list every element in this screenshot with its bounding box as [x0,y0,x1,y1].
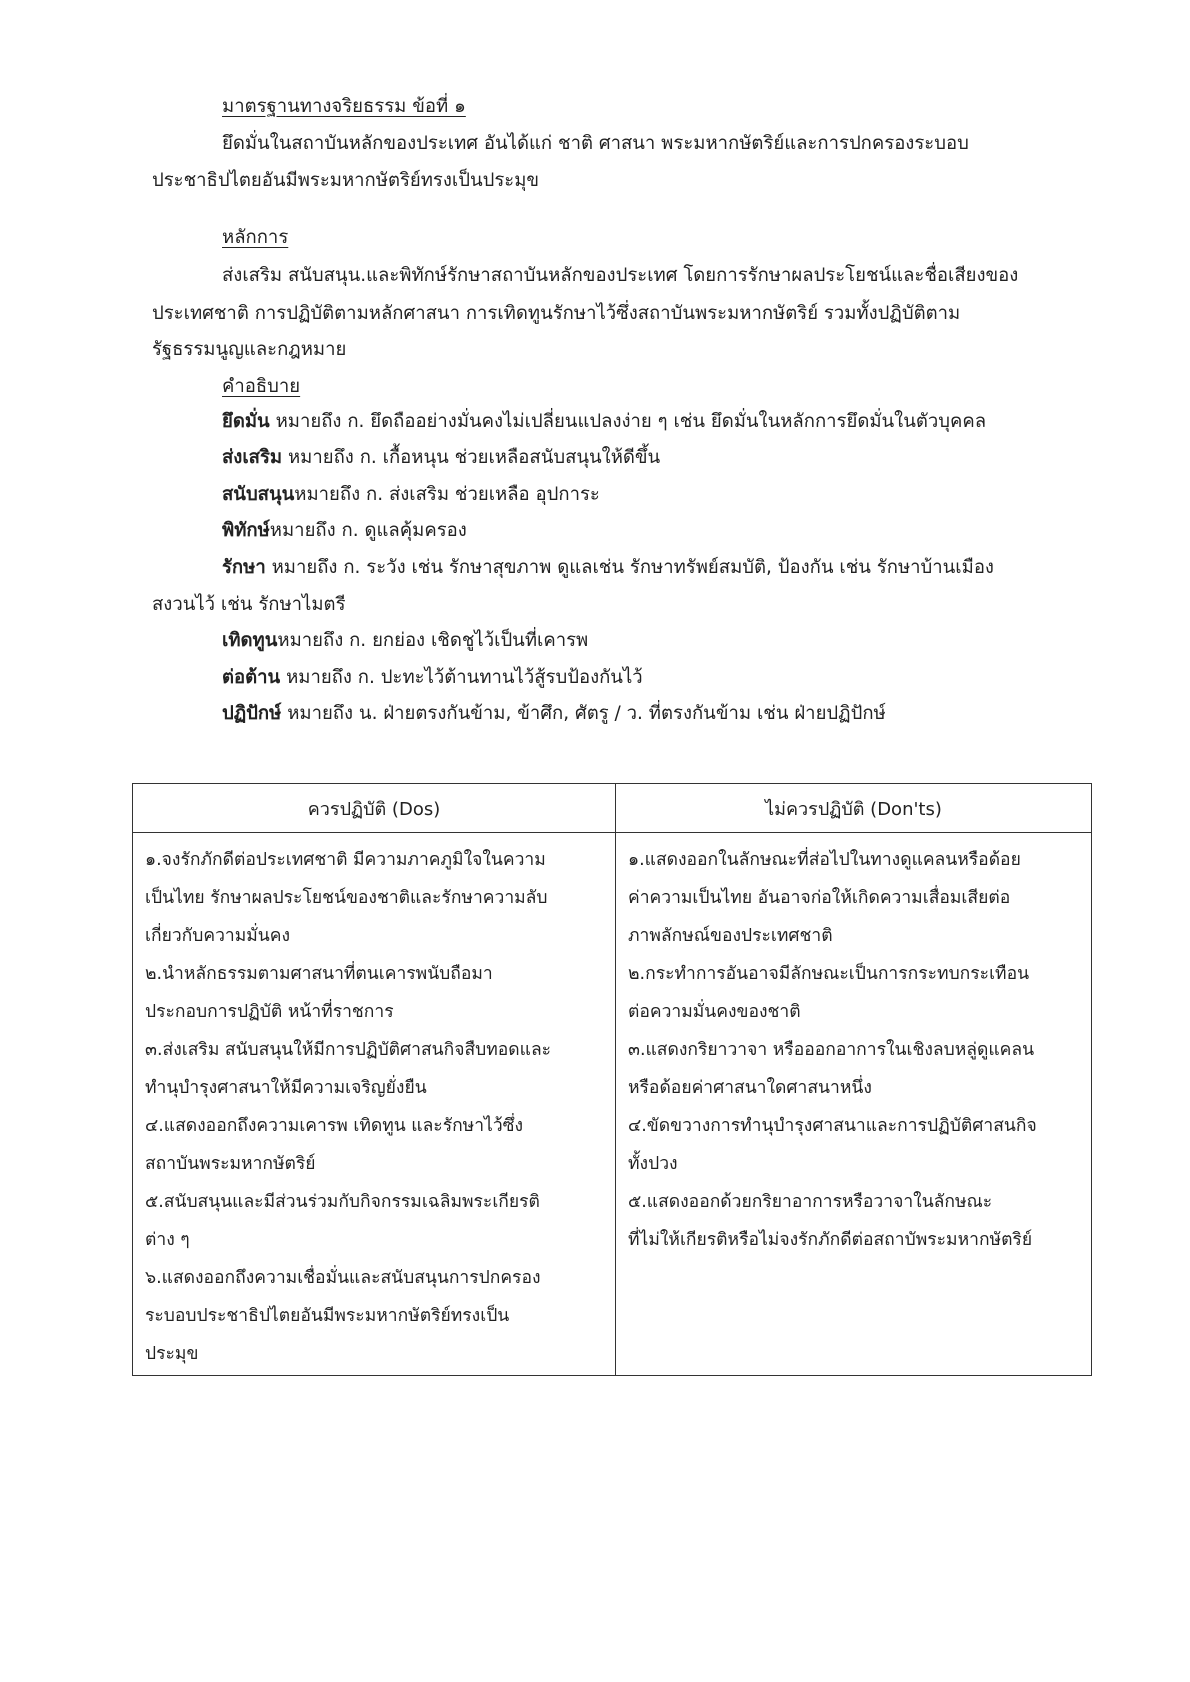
definition-text: หมายถึง น. ฝ่ายตรงกันข้าม, ข้าศึก, ศัตรู / ว. ที่ตรงกันข้าม เช่น ฝ่ายปฏิปักษ์ [281,703,886,724]
principle-line: ประเทศชาติ การปฏิบัติตามหลักศาสนา การเทิดทูนรักษาไว้ซึ่งสถาบันพระมหากษัตริย์ รวมทั้งปฏิบัติตาม [152,303,961,324]
donts-header: ไม่ควรปฏิบัติ (Don'ts) [616,784,1092,833]
dos-line: เป็นไทย รักษาผลประโยชน์ของชาติและรักษาความลับ [145,888,548,908]
definition-text: หมายถึง ก. เกื้อหนุน ช่วยเหลือสนับสนุนให้ดีขึ้น [282,447,661,468]
donts-line: ๓.แสดงกริยาวาจา หรือออกอาการในเชิงลบหลู่ดูแคลน [628,1040,1035,1060]
standard-line: ประชาธิปไตยอันมีพระมหากษัตริย์ทรงเป็นประมุข [152,170,540,191]
dos-line: ทำนุบำรุงศาสนาให้มีความเจริญยั่งยืน [145,1078,427,1098]
dos-line: ระบอบประชาธิปไตยอันมีพระมหากษัตริย์ทรงเป็น [145,1306,510,1326]
donts-cell [616,833,1092,1376]
donts-line: ภาพลักษณ์ของประเทศชาติ [628,926,833,946]
definitions-heading: คำอธิบาย [222,376,301,397]
definition-term: รักษา [222,557,266,578]
definition-item [222,628,588,654]
donts-line: ที่ไม่ให้เกียรติหรือไม่จงรักภักดีต่อสถาบัพระมหากษัตริย์ [628,1230,1033,1250]
dos-line: ต่าง ๆ [145,1230,190,1250]
donts-line: ๕.แสดงออกด้วยกริยาอาการหรือวาจาในลักษณะ [628,1192,993,1212]
definition-text: หมายถึง ก. ส่งเสริม ช่วยเหลือ อุปการะ [294,484,600,505]
dos-line: ๕.สนับสนุนและมีส่วนร่วมกับกิจกรรมเฉลิมพระเกียรติ [145,1192,540,1212]
definition-item [222,555,994,581]
dos-line: สถาบันพระมหากษัตริย์ [145,1154,316,1174]
definition-term: ปฏิปักษ์ [222,703,282,724]
dos-line: ๔.แสดงออกถึงความเคารพ เทิดทูน และรักษาไว้ซึ่ง [145,1116,524,1136]
donts-line: ๒.กระทำการอันอาจมีลักษณะเป็นการกระทบกระเทือน [628,964,1030,984]
dos-line: ประกอบการปฏิบัติ หน้าที่ราชการ [145,1002,394,1022]
definition-continuation: สงวนไว้ เช่น รักษาไมตรี [152,594,346,615]
dos-line: ๑.จงรักภักดีต่อประเทศชาติ มีความภาคภูมิใจในความ [145,850,546,870]
definition-text: หมายถึง ก. ปะทะไว้ต้านทานไว้สู้รบป้องกันไว้ [280,667,643,688]
standard-line: ยึดมั่นในสถาบันหลักของประเทศ อันได้แก่ ชาติ ศาสนา พระมหากษัตริย์และการปกครองระบอบ [222,133,969,154]
donts-line: ทั้งปวง [628,1154,678,1174]
definition-item [222,665,643,691]
dos-line: ๖.แสดงออกถึงความเชื่อมั่นและสนับสนุนการปกครอง [145,1268,541,1288]
donts-line: ๑.แสดงออกในลักษณะที่ส่อไปในทางดูแคลนหรือด้อย [628,850,1021,870]
dos-cell [133,833,616,1376]
dos-line: เกี่ยวกับความมั่นคง [145,926,291,946]
definition-term: พิทักษ์ [222,520,270,541]
definition-text: หมายถึง ก. ระวัง เช่น รักษาสุขภาพ ดูแลเช่น รักษาทรัพย์สมบัติ, ป้องกัน เช่น รักษาบ้านเมือง [265,557,994,578]
donts-line: ต่อความมั่นคงของชาติ [628,1002,801,1022]
definition-text: หมายถึง ก. ดูแลคุ้มครอง [269,520,467,541]
dos-donts-table [132,783,1092,1376]
definition-term: สนับสนุน [222,484,295,505]
donts-line: ๔.ขัดขวางการทำนุบำรุงศาสนาและการปฏิบัติศาสนกิจ [628,1116,1037,1136]
table-row [133,833,1092,1376]
principle-heading: หลักการ [222,227,289,248]
dos-header: ควรปฏิบัติ (Dos) [133,784,616,833]
dos-line: ๓.ส่งเสริม สนับสนุนให้มีการปฏิบัติศาสนกิจสืบทอดและ [145,1040,552,1060]
definition-item [222,409,986,435]
definition-text: หมายถึง ก. ยกย่อง เชิดชูไว้เป็นที่เคารพ [277,630,589,651]
definition-item [222,482,600,508]
definition-item [222,518,467,544]
definition-item [222,701,886,727]
donts-line: หรือด้อยค่าศาสนาใดศาสนาหนึ่ง [628,1078,872,1098]
definition-item [222,445,660,471]
definition-term: ต่อต้าน [222,667,281,688]
table-header-row [133,784,1092,833]
standard-heading: มาตรฐานทางจริยธรรม ข้อที่ ๑ [222,96,466,117]
definition-term: ส่งเสริม [222,447,283,468]
principle-line: รัฐธรรมนูญและกฎหมาย [152,339,347,360]
donts-line: ค่าความเป็นไทย อันอาจก่อให้เกิดความเสื่อมเสียต่อ [628,888,1011,908]
dos-line: ๒.นำหลักธรรมตามศาสนาที่ตนเคารพนับถือมา [145,964,493,984]
definition-term: ยึดมั่น [222,411,270,432]
definition-term: เทิดทูน [222,630,278,651]
dos-line: ประมุข [145,1344,199,1364]
principle-line: ส่งเสริม สนับสนุน.และพิทักษ์รักษาสถาบันหลักของประเทศ โดยการรักษาผลประโยชน์และชื่อเสียงของ [222,265,1019,286]
definition-text: หมายถึง ก. ยึดถืออย่างมั่นคงไม่เปลี่ยนแปลงง่าย ๆ เช่น ยึดมั่นในหลักการยึดมั่นในตัวบุคคล [269,411,987,432]
